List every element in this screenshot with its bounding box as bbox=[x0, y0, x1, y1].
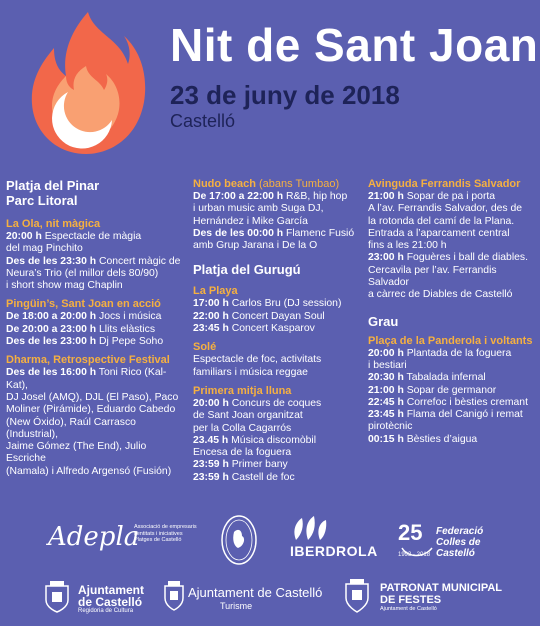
event-detail: Neura’s Trio (el millor dels 80/90) bbox=[6, 267, 159, 279]
event-item: 23:59 h Primer bany bbox=[193, 459, 288, 471]
turisme-logo-title: Ajuntament de Castelló bbox=[188, 585, 323, 600]
venue-title: Grau bbox=[368, 313, 399, 329]
event-item: 20:00 h Espectacle de màgia bbox=[6, 231, 142, 242]
section-title: Plaça de la Panderola i voltants bbox=[368, 334, 533, 347]
event-detail: fins a les 21:00 h bbox=[368, 240, 447, 252]
event-item: 20:00 h Concurs de coques bbox=[193, 397, 322, 409]
section-title: La Ola, nit màgica bbox=[6, 218, 101, 230]
event-item: Des de les 23:00 h Dj Pepe Soho bbox=[6, 336, 164, 348]
event-detail: i short show mag Chaplin bbox=[6, 280, 123, 292]
event-detail: la rotonda del camí de la Plana. bbox=[368, 215, 515, 227]
festival-seal-icon bbox=[220, 514, 258, 566]
patronat-logo-title: PATRONAT MUNICIPAL DE FESTES bbox=[380, 582, 503, 606]
schedule-column-3 bbox=[368, 178, 538, 446]
event-detail: del mag Pinchito bbox=[6, 243, 83, 255]
patronat-logo-subtitle: Ajuntament de Castelló bbox=[380, 606, 437, 612]
event-detail: Moliner (Pirámide), Eduardo Cabedo bbox=[6, 404, 176, 416]
event-detail: A l’av. Ferrandis Salvador, des de bbox=[368, 203, 523, 215]
event-item: 22:00 h Concert Dayan Soul bbox=[193, 310, 325, 322]
event-item: 00:15 h Bèsties d’aigua bbox=[368, 433, 478, 445]
adepla-subtitle: Associació de empresaris i entitats i iniciatives Platges de Castelló bbox=[134, 524, 197, 543]
event-item: Des de les 23:30 h Concert màgic de bbox=[6, 255, 181, 267]
event-detail: (New Óxido), Raúl Carrasco (Industrial), bbox=[6, 416, 136, 440]
event-detail: (Namala) i Alfredo Argensó (Fusión) bbox=[6, 465, 172, 477]
sponsor-logos bbox=[0, 508, 540, 626]
event-item: 23:00 h Foguères i ball de diables. bbox=[368, 252, 528, 264]
flame-moon-icon bbox=[28, 8, 148, 158]
venue-subtitle: Parc Litoral bbox=[6, 193, 78, 208]
event-detail: de Sant Joan organitzat bbox=[193, 410, 303, 422]
event-item: 21:00 h Sopar de pa i porta bbox=[368, 191, 496, 202]
event-item: 22:45 h Correfoc i bèsties cremant bbox=[368, 396, 528, 408]
event-item: 17:00 h Carlos Bru (DJ session) bbox=[193, 298, 342, 310]
federacio-logo: Federació Colles de Castelló bbox=[436, 526, 484, 559]
event-detail: Jaime Gómez (The End), Julio Escriche bbox=[6, 441, 147, 465]
event-item: 20:00 h Plantada de la foguera bbox=[368, 347, 512, 359]
iberdrola-leaves-icon bbox=[292, 514, 328, 542]
event-item: De 20:00 a 23:00 h Llits elàstics bbox=[6, 323, 156, 335]
event-item: Des de les 00:00 h Flamenc Fusió bbox=[193, 227, 355, 239]
schedule-column-1 bbox=[6, 178, 186, 478]
event-detail: i bestiari bbox=[368, 359, 407, 371]
event-item: Des de les 16:00 h Toni Rico (Kal-Kat), bbox=[6, 367, 167, 391]
section-title: Primera mitja lluna bbox=[193, 384, 292, 397]
event-detail: Cercavila per l’av. Ferrandis Salvador bbox=[368, 264, 497, 289]
event-item: 21:00 h Sopar de germanor bbox=[368, 384, 497, 396]
event-item: De 18:00 a 20:00 h Jocs i música bbox=[6, 311, 162, 323]
event-city: Castelló bbox=[170, 111, 236, 131]
section-title: Avinguda Ferrandis Salvador bbox=[368, 178, 521, 190]
event-item: 23:59 h Castell de foc bbox=[193, 471, 295, 483]
section-title: Solé bbox=[193, 341, 217, 354]
event-detail: Encesa de la foguera bbox=[193, 447, 292, 459]
svg-text:25: 25 bbox=[398, 520, 423, 545]
federacio-years: 1993 · 2018 bbox=[398, 552, 431, 558]
schedule-column-2 bbox=[193, 178, 363, 484]
event-detail: per la Colla Cagarrós bbox=[193, 422, 292, 434]
event-detail: Entrada a l’aparcament central bbox=[368, 227, 510, 239]
ajuntament-logo-subtitle: Regidoria de Cultura bbox=[78, 608, 134, 614]
event-detail: Hernández i Mike García bbox=[193, 215, 308, 227]
page-title: Nit de Sant Joan bbox=[170, 19, 539, 71]
event-item: 20:30 h Tabalada infernal bbox=[368, 372, 486, 384]
event-item: 23.45 h Música discomòbil bbox=[193, 434, 317, 446]
iberdrola-logo: IBERDROLA bbox=[290, 543, 378, 559]
event-item: 23:45 h Concert Kasparov bbox=[193, 323, 315, 335]
section-title: Pingüin’s, Sant Joan en acció bbox=[6, 298, 161, 311]
event-detail: Espectacle de foc, activitats bbox=[193, 354, 322, 366]
section-title: La Playa bbox=[193, 285, 238, 298]
event-detail: i urban music amb Suga DJ, bbox=[193, 203, 324, 215]
section-title: Dharma, Retrospective Festival bbox=[6, 354, 170, 367]
event-date: 23 de juny de 2018 bbox=[170, 80, 400, 110]
event-item: De 17:00 a 22:00 h R&B, hip hop bbox=[193, 191, 348, 202]
event-detail: a càrrec de Diables de Castelló bbox=[368, 289, 513, 301]
castello-crest-icon bbox=[162, 580, 186, 612]
venue-title: Platja del Pinar bbox=[6, 178, 100, 193]
adepla-logo: Adepla bbox=[48, 522, 140, 552]
ajuntament-logo-title: Ajuntament de Castelló bbox=[78, 583, 144, 609]
event-item: 23:45 h Flama del Canigó i remat bbox=[368, 409, 523, 421]
event-detail: familiars i música reggae bbox=[193, 366, 308, 378]
event-detail: amb Grup Jarana i De la O bbox=[193, 240, 318, 252]
turisme-logo-subtitle: Turisme bbox=[220, 601, 253, 611]
event-detail: pirotècnic bbox=[368, 421, 413, 433]
section-title: Nudo beach (abans Tumbao) bbox=[193, 178, 340, 190]
event-detail: DJ Josel (AMQ), DJL (El Paso), Paco bbox=[6, 391, 179, 403]
venue-title: Platja del Gurugú bbox=[193, 262, 301, 278]
castello-crest-icon bbox=[342, 578, 372, 614]
castello-crest-icon bbox=[42, 580, 72, 614]
